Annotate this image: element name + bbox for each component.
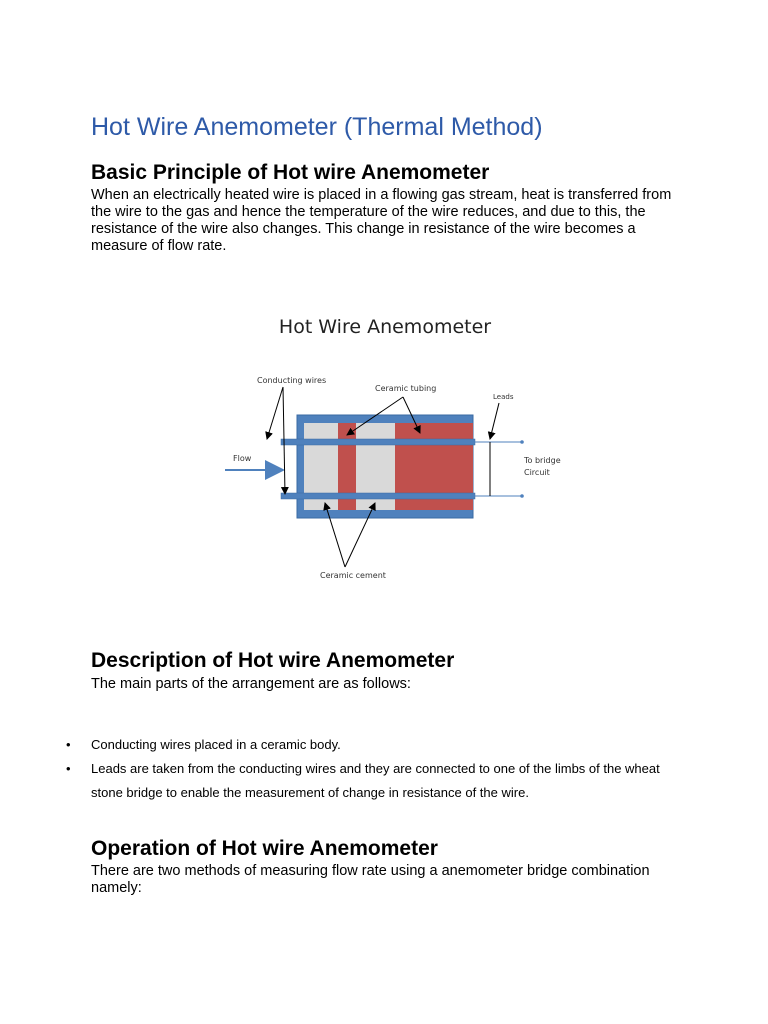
label-to-bridge: To bridge: [524, 456, 561, 465]
label-flow: Flow: [233, 454, 252, 463]
bullet-glyph: •: [66, 761, 71, 776]
list-item-text: Leads are taken from the conducting wires and they are connected to one of the limbs of the wheat stone bridge to enable the measurement of change in resistance of the wire.: [91, 761, 660, 800]
conducting-wire-bottom: [281, 493, 475, 499]
label-ceramic-tubing: Ceramic tubing: [375, 384, 437, 393]
paragraph-operation: There are two methods of measuring flow rate using a anemometer bridge combination namely:: [91, 863, 650, 896]
label-ceramic-cement: Ceramic cement: [320, 571, 386, 580]
conducting-wire-top: [281, 439, 475, 445]
paragraph-description: The main parts of the arrangement are as follows:: [91, 676, 411, 692]
hot-wire-anemometer-diagram: [215, 305, 561, 595]
heading-basic-principle: Basic Principle of Hot wire Anemometer: [91, 161, 490, 184]
label-leads: Leads: [493, 393, 514, 401]
heading-description: Description of Hot wire Anemometer: [91, 649, 455, 672]
document-title: Hot Wire Anemometer (Thermal Method): [91, 113, 543, 141]
diagram-title: Hot Wire Anemometer: [278, 316, 492, 338]
lead-bottom-terminal: [520, 494, 524, 498]
list-item-text: Conducting wires placed in a ceramic body.: [91, 737, 341, 752]
label-conducting-wires: Conducting wires: [257, 376, 327, 385]
pointer-conducting-wires-1: [267, 387, 283, 439]
lead-top-terminal: [520, 440, 524, 444]
pointer-leads: [490, 403, 499, 439]
parts-list: [0, 733, 768, 805]
label-circuit: Circuit: [524, 468, 550, 477]
list-item: [0, 757, 691, 805]
heading-operation: Operation of Hot wire Anemometer: [91, 837, 438, 860]
bullet-glyph: •: [66, 737, 71, 752]
paragraph-basic-principle: When an electrically heated wire is placed in a flowing gas stream, heat is transferred from the wire to the gas and hence the temperature of the wire reduces, and due to this, the resistance of the wire also changes. This change in resistance of the wire becomes a measure of flow rate.: [91, 187, 672, 254]
list-item: [0, 733, 691, 757]
